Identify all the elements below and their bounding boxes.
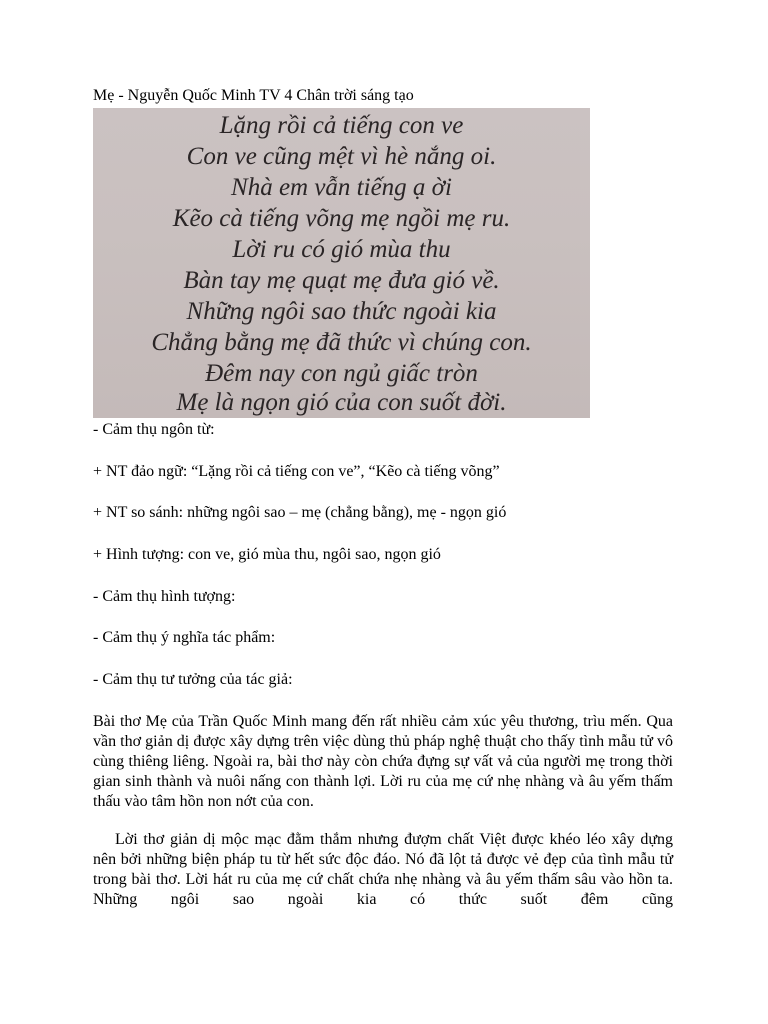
poem-line: Đêm nay con ngủ giấc tròn <box>205 360 478 387</box>
analysis-heading-imagery: - Cảm thụ hình tượng: <box>93 588 236 605</box>
poem-photo <box>93 108 590 418</box>
poem-line: Chẳng bằng mẹ đã thức vì chúng con. <box>151 329 532 356</box>
poem-line: Lời ru có gió mùa thu <box>232 236 451 263</box>
poem-line: Lặng rồi cả tiếng con ve <box>219 112 464 139</box>
analysis-inversion: + NT đảo ngữ: “Lặng rồi cả tiếng con ve”, “Kẽo cà tiếng võng” <box>93 463 500 480</box>
paragraph-2: Lời thơ giản dị mộc mạc đằm thắm nhưng đượm chất Việt được khéo léo xây dựng nên bởi những biện pháp tu từ hết sức độc đáo. Nó đã lột tả được vẻ đẹp của tình mẫu tử trong bài thơ. Lời hát ru của mẹ cứ chất chứa nhẹ nhàng và âu yếm thấm sâu vào hồn ta. Những ngôi sao ngoài kia có thức suốt đêm cũng <box>93 831 673 908</box>
poem-line: Mẹ là ngọn gió của con suốt đời. <box>176 389 507 416</box>
analysis-heading-language: - Cảm thụ ngôn từ: <box>93 421 215 438</box>
poem-line: Những ngôi sao thức ngoài kia <box>186 298 497 325</box>
document-title: Mẹ - Nguyễn Quốc Minh TV 4 Chân trời sáng tạo <box>93 87 414 104</box>
poem-line: Nhà em vẫn tiếng ạ ời <box>231 174 452 201</box>
analysis-heading-ideology: - Cảm thụ tư tưởng của tác giả: <box>93 671 293 688</box>
analysis-comparison: + NT so sánh: những ngôi sao – mẹ (chẳng bằng), mẹ - ngọn gió <box>93 504 507 521</box>
poem-line: Con ve cũng mệt vì hè nắng oi. <box>186 143 497 170</box>
analysis-imagery: + Hình tượng: con ve, gió mùa thu, ngôi sao, ngọn gió <box>93 546 441 563</box>
poem-line: Kẽo cà tiếng võng mẹ ngồi mẹ ru. <box>172 205 511 232</box>
analysis-heading-meaning: - Cảm thụ ý nghĩa tác phẩm: <box>93 629 276 646</box>
poem-line: Bàn tay mẹ quạt mẹ đưa gió về. <box>183 267 500 294</box>
paragraph-1: Bài thơ Mẹ của Trần Quốc Minh mang đến rất nhiều cảm xúc yêu thương, trìu mến. Qua vần thơ giản dị được xây dựng trên việc dùng thủ pháp nghệ thuật cho thấy tình mẫu tử vô cùng thiêng liêng. Ngoài ra, bài thơ này còn chứa đựng sự vất vả của người mẹ trong thời gian sinh thành và nuôi nấng con thành lợi. Lời ru của mẹ cứ nhẹ nhàng và âu yếm thấm thấu vào tâm hồn non nớt của con. <box>93 713 673 810</box>
